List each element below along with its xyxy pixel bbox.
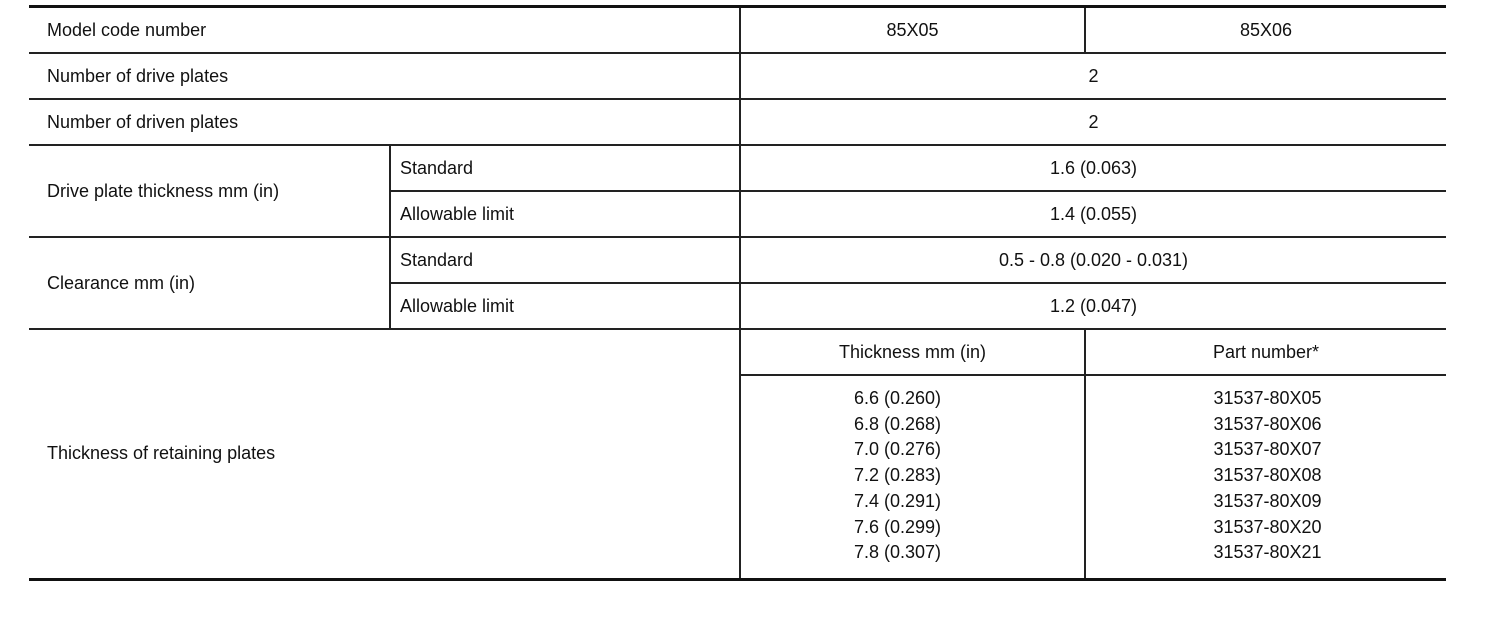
retaining-thickness-item: 7.0 (0.276) [853, 439, 942, 460]
clearance-label: Clearance mm (in) [29, 237, 390, 329]
driven-plates-label: Number of driven plates [29, 99, 740, 145]
retaining-part-item: 31537-80X20 [1213, 516, 1322, 537]
row-drive-plates [29, 53, 1446, 99]
spec-table [29, 5, 1446, 581]
retaining-thickness-item: 7.6 (0.299) [853, 516, 942, 537]
row-drive-thickness-standard [29, 145, 1446, 191]
model-code-85x05: 85X05 [740, 7, 1085, 54]
clearance-limit-value: 1.2 (0.047) [740, 283, 1446, 329]
drive-plates-label: Number of drive plates [29, 53, 740, 99]
clearance-limit-label: Allowable limit [390, 283, 740, 329]
retaining-part-item: 31537-80X06 [1213, 413, 1322, 434]
retaining-part-item: 31537-80X07 [1213, 439, 1322, 460]
retaining-part-item: 31537-80X05 [1213, 388, 1322, 408]
clearance-standard-value: 0.5 - 0.8 (0.020 - 0.031) [740, 237, 1446, 283]
drive-thickness-standard-value: 1.6 (0.063) [740, 145, 1446, 191]
retaining-thickness-item: 7.4 (0.291) [853, 490, 942, 511]
retaining-thickness-item: 7.8 (0.307) [853, 542, 942, 563]
retaining-thickness-item: 7.2 (0.283) [853, 465, 942, 486]
retaining-part-header: Part number* [1085, 329, 1446, 375]
drive-thickness-standard-label: Standard [390, 145, 740, 191]
retaining-thickness-item: 6.6 (0.260) [853, 388, 942, 408]
retaining-part-list [1085, 375, 1446, 579]
retaining-plates-label: Thickness of retaining plates [47, 443, 276, 464]
row-retaining-header [29, 329, 1446, 375]
row-driven-plates [29, 99, 1446, 145]
retaining-thickness-list [740, 375, 1085, 579]
row-clearance-standard [29, 237, 1446, 283]
retaining-part-item: 31537-80X09 [1213, 490, 1322, 511]
drive-thickness-label: Drive plate thickness mm (in) [29, 145, 390, 237]
clearance-standard-label: Standard [390, 237, 740, 283]
drive-plates-value: 2 [740, 53, 1446, 99]
retaining-thickness-header: Thickness mm (in) [740, 329, 1085, 375]
row-model-code [29, 7, 1446, 54]
driven-plates-value: 2 [740, 99, 1446, 145]
drive-thickness-limit-value: 1.4 (0.055) [740, 191, 1446, 237]
retaining-part-item: 31537-80X21 [1213, 542, 1322, 563]
model-code-85x06: 85X06 [1085, 7, 1446, 54]
retaining-part-item: 31537-80X08 [1213, 465, 1322, 486]
drive-thickness-limit-label: Allowable limit [390, 191, 740, 237]
model-code-label: Model code number [29, 7, 740, 54]
retaining-thickness-item: 6.8 (0.268) [853, 413, 942, 434]
